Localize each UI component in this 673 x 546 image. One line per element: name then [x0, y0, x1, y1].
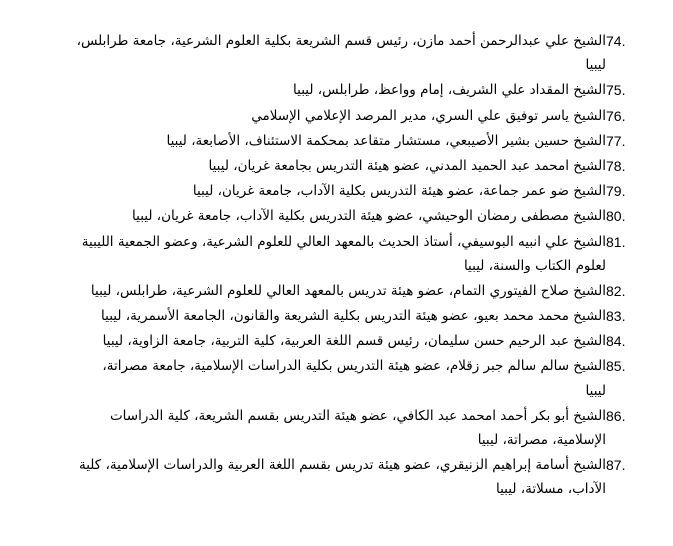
item-text: الشيخ محمد محمد بعيو، عضو هيئة التدريس بكلية الشريعة والقانون، الجامعة الأسمرية، ليبيا — [101, 308, 606, 325]
signatory-list — [40, 29, 640, 503]
item-number: 84. — [606, 333, 626, 350]
item-number: 78. — [606, 157, 626, 174]
item-text: الشيخ علي انبيه البوسيفي، أستاذ الحديث بالمعهد العالي للعلوم الشرعية، وعضو الجمعية الليبية — [81, 233, 606, 250]
item-text: الشيخ مصطفى رمضان الوحيشي، عضو هيئة التدريس بكلية الآداب، جامعة غريان، ليبيا — [132, 208, 606, 225]
item-text: الشيخ حسين بشير الأصيبعي، مستشار متقاعد بمحكمة الاستئناف، الأصابعة، ليبيا — [166, 132, 606, 149]
list-item — [40, 354, 640, 402]
item-number: 86. — [606, 407, 626, 424]
item-text: الشيخ سالم سالم جبر زقلام، عضو هيئة التدريس بكلية الدراسات الإسلامية، جامعة مصراتة، — [102, 358, 606, 375]
item-number: 83. — [606, 308, 626, 325]
item-text-continuation: ليبيا — [585, 382, 606, 399]
item-number: 82. — [606, 282, 626, 299]
list-item — [40, 404, 640, 452]
item-text: الشيخ عبد الرحيم حسن سليمان، رئيس قسم اللغة العربية، كلية التربية، جامعة الزاوية، ليبيا — [102, 333, 606, 350]
list-item — [40, 304, 640, 328]
item-text: الشيخ امحمد عبد الحميد المدني، عضو هيئة التدريس بجامعة غريان، ليبيا — [208, 157, 606, 174]
list-item — [40, 329, 640, 353]
item-number: 87. — [606, 457, 626, 474]
item-text: الشيخ ضو عمر جماعة، عضو هيئة التدريس بكلية الآداب، جامعة غريان، ليبيا — [192, 183, 606, 200]
list-item — [40, 154, 640, 178]
item-text: الشيخ أسامة إبراهيم الزنيقري، عضو هيئة تدريس بقسم اللغة العربية والدراسات الإسلامية، كلية — [78, 457, 606, 474]
item-text: الشيخ أبو بكر أحمد امحمد عبد الكافي، عضو هيئة التدريس بقسم الشريعة، كلية الدراسات — [109, 407, 606, 424]
item-number: 80. — [606, 208, 626, 225]
item-number: 85. — [606, 358, 626, 375]
list-item — [40, 29, 640, 77]
list-item — [40, 230, 640, 278]
item-text-continuation: الإسلامية، مصراتة، ليبيا — [477, 432, 606, 448]
item-text: الشيخ صلاح الفيتوري التمام، عضو هيئة تدريس بالمعهد العالي للعلوم الشرعية، طرابلس، ليبيا — [90, 282, 606, 299]
list-item — [40, 129, 640, 153]
item-text: الشيخ المقداد علي الشريف، إمام وواعظ، طرابلس، ليبيا — [293, 82, 606, 99]
item-number: 79. — [606, 183, 626, 200]
item-number: 81. — [606, 233, 626, 250]
item-number: 77. — [606, 132, 626, 149]
list-item — [40, 179, 640, 203]
item-text-continuation: الآداب، مسلاتة، ليبيا — [496, 481, 606, 498]
list-item — [40, 104, 640, 128]
list-item — [40, 279, 640, 303]
item-text: الشيخ ياسر توفيق علي السري، مدير المرصد الإعلامي الإسلامي — [251, 107, 606, 124]
item-text-continuation: ليبيا — [585, 57, 606, 74]
item-number: 76. — [606, 107, 626, 124]
list-item — [40, 204, 640, 228]
list-item — [40, 78, 640, 102]
item-number: 74. — [606, 33, 626, 49]
list-item — [40, 453, 640, 501]
item-text: الشيخ علي عبدالرحمن أحمد مازن، رئيس قسم الشريعة بكلية العلوم الشرعية، جامعة طرابلس، — [76, 33, 606, 49]
item-number: 75. — [606, 82, 626, 99]
item-text-continuation: لعلوم الكتاب والسنة، ليبيا — [463, 257, 606, 274]
